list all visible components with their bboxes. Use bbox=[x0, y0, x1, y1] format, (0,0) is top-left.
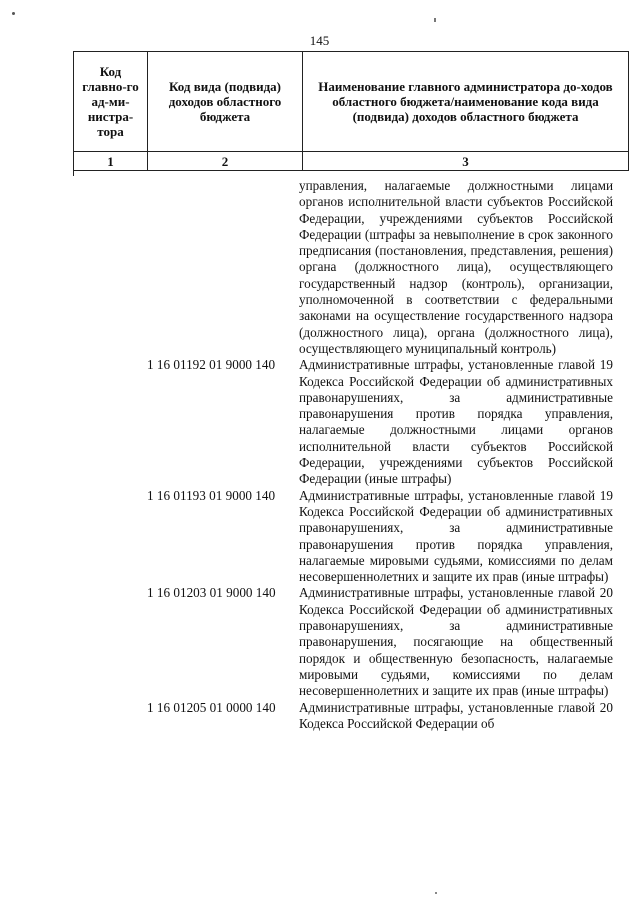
table-row bbox=[0, 585, 639, 699]
table-header bbox=[73, 51, 629, 171]
scan-speck bbox=[434, 18, 436, 22]
table-row bbox=[0, 700, 639, 733]
row-description: Административные штрафы, установленные главой 20 Кодекса Российской Федерации об административных правонарушениях, за административные правонарушения, посягающие на общественный порядок и общественную безопасность, налагаемые мировыми судьями, комиссиями по делам несовершеннолетних и защите их прав (иные штрафы) bbox=[299, 585, 613, 699]
row-description: управления, налагаемые должностными лицами органов исполнительной власти субъектов Российской Федерации, учреждениями субъектов Российской Федерации (штрафы за невыполнение в срок законного предписания (постановления, представления, решения) органа (должностного лица), осуществляющего государственный надзор (контроль), организации, уполномоченной в соответствии с федеральными законами на осуществление государственного надзора (должностного лица), органа (должностного лица), осуществляющего муниципальный контроль) bbox=[299, 178, 613, 356]
row-code: 1 16 01205 01 0000 140 bbox=[147, 699, 276, 715]
table-body bbox=[0, 178, 639, 732]
row-description: Административные штрафы, установленные главой 19 Кодекса Российской Федерации об административных правонарушениях, за административные правонарушения против порядка управления, налагаемые должностными лицами органов исполнительной власти субъектов Российской Федерации, учреждениями субъектов Российской Федерации (иные штрафы) bbox=[299, 357, 613, 487]
column-header-admin-code: Код главно-го ад-ми-нистра-тора bbox=[74, 52, 148, 152]
scan-speck bbox=[435, 892, 437, 894]
table-row bbox=[0, 357, 639, 487]
page-number: 145 bbox=[309, 33, 330, 48]
column-number-3: 3 bbox=[303, 152, 629, 171]
row-code: 1 16 01192 01 9000 140 bbox=[147, 357, 276, 373]
row-code: 1 16 01193 01 9000 140 bbox=[147, 487, 276, 503]
column-header-income-code: Код вида (подвида) доходов областного бюджета bbox=[148, 52, 303, 152]
row-description: Административные штрафы, установленные главой 19 Кодекса Российской Федерации об административных правонарушениях, за административные правонарушения против порядка управления, налагаемые мировыми судьями, комиссиями по делам несовершеннолетних и защите их прав (иные штрафы) bbox=[299, 487, 613, 585]
row-code: 1 16 01203 01 9000 140 bbox=[147, 585, 276, 601]
table-border-stub bbox=[73, 170, 74, 176]
column-number-1: 1 bbox=[74, 152, 148, 171]
scan-speck bbox=[12, 12, 15, 15]
table-row bbox=[0, 488, 639, 586]
row-description: Административные штрафы, установленные главой 20 Кодекса Российской Федерации об bbox=[299, 699, 613, 731]
table-row bbox=[0, 178, 639, 357]
column-header-name: Наименование главного администратора до-ходов областного бюджета/наименование кода вида (подвида) доходов областного бюджета bbox=[303, 52, 629, 152]
column-number-2: 2 bbox=[148, 152, 303, 171]
